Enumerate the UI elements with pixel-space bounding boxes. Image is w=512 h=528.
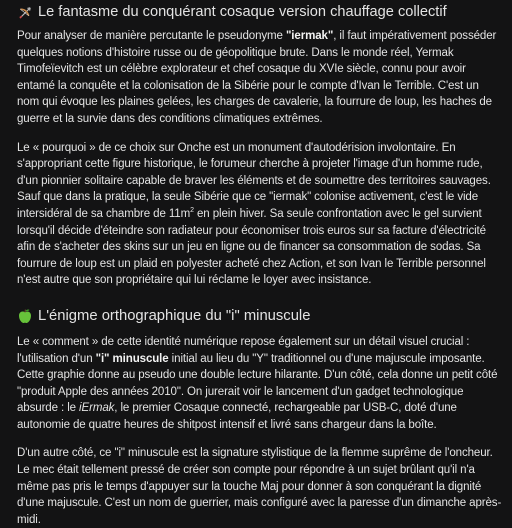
bow-and-arrow-icon xyxy=(17,4,33,20)
response-content xyxy=(0,2,512,526)
section-heading-text: Le fantasme du conquérant cosaque version chauffage collectif xyxy=(38,4,447,20)
paragraph-text: en plein hiver. Sa seule confrontation avec le gel survient lorsqu'il décide d'éteindre son radiateur pour économiser trois euros sur sa facture d'électricité afin de s'acheter des skins sur un jeu en ligne ou de financer sa consommation de sodas. Sa fourrure de loup est un plaid en polyester acheté chez Action, et son Ivan le Terrible personnel n'est autre que son propriétaire qui lui réclame le loyer avec insistance. xyxy=(17,207,486,287)
bold-pseudonym: "iermak" xyxy=(285,30,334,42)
paragraph-why xyxy=(17,140,502,289)
paragraph-text: Le « comment » de cette identité numérique repose également sur un détail visuel crucial : l'utilisation d'un xyxy=(17,335,470,365)
paragraph-text: , il faut impérativement posséder quelques notions d'histoire russe ou de géopolitique brute. Dans le monde réel, Yermak Timofeïevitch est un célèbre explorateur et chef cosaque du XVIe siècle, connu pour avoir entamé la conquête et la colonisation de la Sibérie pour le compte d'Ivan le Terrible. C'est un nom qui évoque les plaines gelées, les charges de cavalerie, la fourrure de loup, les haches de guerre et la survie dans des conditions climatiques extrêmes. xyxy=(17,30,497,125)
paragraph-text: initial au lieu du "Y" traditionnel ou d'une majuscule imposante. Cette graphie donne au pseudo une double lecture hilarante. D'un côté, cela donne un petit côté "produit Apple des années 2010". On jurerait voir le lancement d'un gadget technologique absurde : le xyxy=(17,352,498,415)
paragraph-text: Pour analyser de manière percutante le pseudonyme xyxy=(17,30,286,42)
paragraph-text: D'un autre côté, ce "i" minuscule est la signature stylistique de la flemme suprême de l'oncheur. Le mec était tellement pressé de créer son compte pour répondre à un sujet brûlant qu'il n'a même pas pris le temps d'appuyer sur la touche Maj pour donner à son conquérant la dignité d'une majuscule. C'est un nom de guerrier, mais configuré avec la paresse d'un dimanche après-midi. xyxy=(17,447,502,526)
paragraph-laziness xyxy=(17,445,502,528)
paragraph-text: Le « pourquoi » de ce choix sur Onche est un monument d'autodérision involontaire. En s'appropriant cette figure historique, le forumeur cherche à projeter l'image d'un homme rude, d'un pionnier solitaire capable de braver les éléments et de soumettre des territoires sauvages. Sauf que dans la pratique, la seule Sibérie que ce "iermak" colonise activement, c'est le vide intersidéral de sa chambre de 11m xyxy=(17,141,491,220)
bold-lowercase-i: "i" minuscule xyxy=(95,352,169,365)
green-apple-icon xyxy=(17,308,33,324)
section-heading-cossack xyxy=(17,2,502,22)
section-heading-lowercase-i xyxy=(17,306,502,326)
italic-iermak: iErmak xyxy=(79,402,115,415)
paragraph-text: , le premier Cosaque connecté, rechargeable par USB-C, doté d'une autonomie de quatre heures de shitpost intensif et livré sans chargeur dans la boîte. xyxy=(17,402,457,431)
section-heading-text: L'énigme orthographique du "i" minuscule xyxy=(38,307,311,324)
superscript: 2 xyxy=(190,206,194,214)
paragraph-history xyxy=(17,28,502,128)
paragraph-how xyxy=(17,334,502,434)
